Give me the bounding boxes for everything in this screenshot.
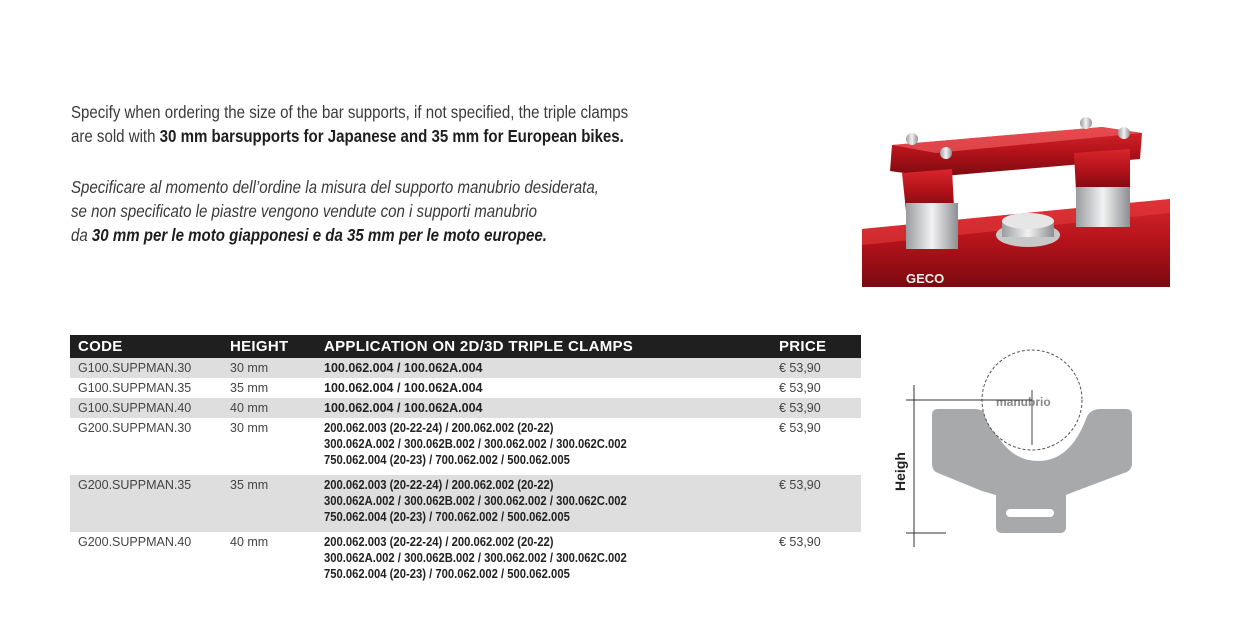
cell-price: € 53,90 (779, 421, 821, 435)
italian-line-3 (71, 223, 599, 247)
header-code: CODE (70, 335, 222, 358)
application-text: 200.062.003 (20-22-24) / 200.062.002 (20-22) 300.062A.002 / 300.062B.002 / 300.062.002 / 300.062C.002 750.062.004 (20-23) / 700.062.002 / 500.062.005 (324, 421, 627, 467)
table-row (70, 358, 861, 378)
italian-line-2: se non specificato le piastre vengono vendute con i supporti manubrio (71, 201, 538, 221)
cell-code: G200.SUPPMAN.35 (70, 475, 222, 532)
cell-application: 100.062.004 / 100.062A.004 (316, 398, 771, 418)
cell-application: 100.062.004 / 100.062A.004 (324, 381, 483, 395)
cell-price: € 53,90 (771, 475, 861, 532)
height-label: Heigh (892, 452, 908, 491)
table-row (70, 532, 861, 589)
english-instructions (71, 100, 628, 148)
cell-application (316, 532, 771, 589)
table-header-row (70, 335, 861, 358)
cell-application (316, 475, 771, 532)
table-row (70, 475, 861, 532)
cell-price: € 53,90 (779, 535, 821, 549)
cell-code: G100.SUPPMAN.30 (70, 358, 222, 378)
cell-price: € 53,90 (771, 398, 861, 418)
header-price: PRICE (771, 335, 861, 358)
english-line-2 (71, 124, 628, 148)
table-row (70, 378, 861, 398)
cell-code: G200.SUPPMAN.40 (78, 535, 192, 549)
cell-height: 35 mm (222, 475, 316, 532)
table-row (70, 418, 861, 475)
spec-table (70, 335, 861, 589)
cell-code: G100.SUPPMAN.35 (78, 381, 192, 395)
cell-price: € 53,90 (779, 381, 821, 395)
italian-instructions (71, 175, 599, 247)
italian-line-3-bold: 30 mm per le moto giapponesi e da 35 mm per le moto europee. (91, 225, 547, 245)
brand-logo-text: GECO (906, 271, 945, 286)
bar-support-diagram (886, 345, 1156, 550)
cell-height: 35 mm (230, 381, 269, 395)
table-row (70, 398, 861, 418)
english-line-2-text: are sold with (71, 126, 160, 146)
cell-height: 40 mm (230, 535, 269, 549)
application-text: 200.062.003 (20-22-24) / 200.062.002 (20-22) 300.062A.002 / 300.062B.002 / 300.062.002 / 300.062C.002 750.062.004 (20-23) / 700.062.002 / 500.062.005 (324, 535, 627, 581)
application-text: 200.062.003 (20-22-24) / 200.062.002 (20-22) 300.062A.002 / 300.062B.002 / 300.062.002 / 300.062C.002 750.062.004 (20-23) / 700.062.002 / 500.062.005 (324, 478, 627, 524)
cell-height: 30 mm (222, 358, 316, 378)
cell-code: G200.SUPPMAN.30 (78, 421, 192, 435)
italian-line-3-text: da (71, 225, 92, 245)
cell-height: 40 mm (222, 398, 316, 418)
cell-code: G100.SUPPMAN.40 (70, 398, 222, 418)
cell-application (316, 418, 771, 475)
slot-hole (1006, 509, 1054, 517)
handlebar-label: manubrio (996, 395, 1051, 409)
header-application: APPLICATION ON 2D/3D TRIPLE CLAMPS (316, 335, 771, 358)
italian-line-1: Specificare al momento dell’ordine la misura del supporto manubrio desiderata, (71, 177, 599, 197)
english-line-2-bold: 30 mm barsupports for Japanese and 35 mm for European bikes. (159, 126, 624, 146)
header-height: HEIGHT (222, 335, 316, 358)
product-photo (862, 117, 1170, 287)
english-line-1: Specify when ordering the size of the bar supports, if not specified, the triple clamps (71, 102, 629, 122)
cell-price: € 53,90 (771, 358, 861, 378)
cell-height: 30 mm (230, 421, 269, 435)
cell-application: 100.062.004 / 100.062A.004 (316, 358, 771, 378)
